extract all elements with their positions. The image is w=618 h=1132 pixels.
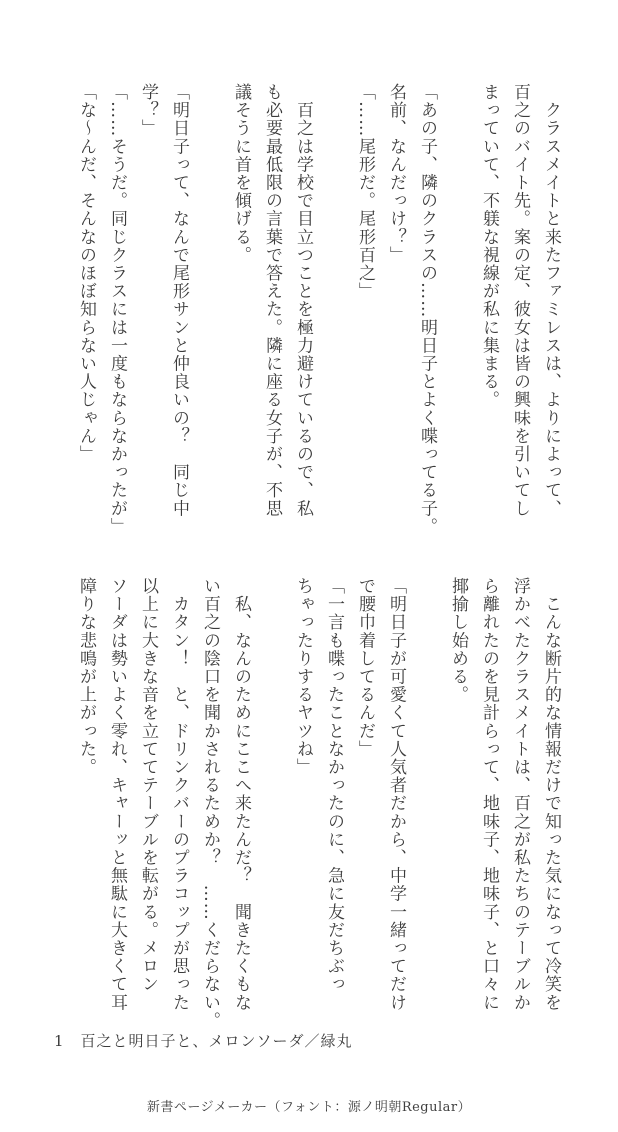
text-line: 障りな悲鳴が上がった。	[76, 577, 96, 777]
text-line	[442, 83, 473, 543]
generator-footer: 新書ページメーカー（フォント：源ノ明朝Regular）	[146, 1100, 472, 1115]
text-line: 議そうに首を傾げる。	[231, 83, 251, 264]
text-line: 百之は学校で目立つことを極力避けているので、私	[293, 83, 313, 518]
text-line: 「……そうだ。同じクラスには一度もならなかったが」	[107, 83, 127, 536]
text-line: 以上に大きな音を立ててテーブルを転がる。メロン	[138, 577, 158, 994]
text-line	[318, 83, 349, 543]
text-line: 「明日子が可愛くて人気者だから、中学一緒ってだけ	[386, 577, 406, 1012]
text-line	[256, 577, 287, 1037]
text-line: ら離れたのを見計らって、地味子、地味子、と口々に	[479, 577, 499, 1012]
text-line: 「一言も喋ったことなかったのに、急に友だちぶっ	[324, 577, 344, 994]
text-line	[411, 577, 442, 1037]
top-text-block	[66, 83, 566, 543]
text-line: 名前、なんだっけ？」	[386, 83, 406, 264]
text-line: も必要最低限の言葉で答えた。隣に座る女子が、不思	[262, 83, 282, 518]
text-line: 「明日子って、なんで尾形サンと仲良いの？ 同じ中	[169, 83, 189, 518]
text-line: ちゃったりするヤツね」	[293, 577, 313, 777]
text-line: ソーダは勢いよく零れ、キャーッと無駄に大きくて耳	[107, 577, 127, 1012]
bottom-text-block	[66, 577, 566, 1037]
text-line: 浮かべたクラスメイトは、百之が私たちのテーブルか	[510, 577, 530, 1012]
text-line: 私、なんのためにここへ来たんだ？ 聞きたくもな	[231, 577, 251, 1012]
text-line: カタン！ と、ドリンクバーのプラコップが思った	[169, 577, 189, 1012]
text-line: で腰巾着してるんだ」	[355, 577, 375, 758]
text-line: い百之の陰口を聞かされるためか？ ……くだらない。	[200, 577, 220, 1030]
text-line: 「あの子、隣のクラスの……明日子とよく喋ってる子。	[417, 83, 437, 536]
text-line: 「……尾形だ。尾形百之」	[355, 83, 375, 301]
chapter-caption: 1 百之と明日子と、メロンソーダ／緑丸	[54, 1032, 353, 1050]
text-line: 百之のバイト先。案の定、彼女は皆の興味を引いてし	[510, 83, 530, 518]
text-line: 「な〜んだ、そんなのほぼ知らない人じゃん」	[76, 83, 96, 464]
text-line: こんな断片的な情報だけで知った気になって冷笑を	[541, 577, 561, 1012]
text-line: クラスメイトと来たファミレスは、よりによって、	[541, 83, 561, 518]
text-line: まっていて、不躾な視線が私に集まる。	[479, 83, 499, 409]
text-line: 揶揄し始める。	[448, 577, 468, 704]
text-line: 学？」	[138, 83, 158, 138]
text-line	[194, 83, 225, 543]
